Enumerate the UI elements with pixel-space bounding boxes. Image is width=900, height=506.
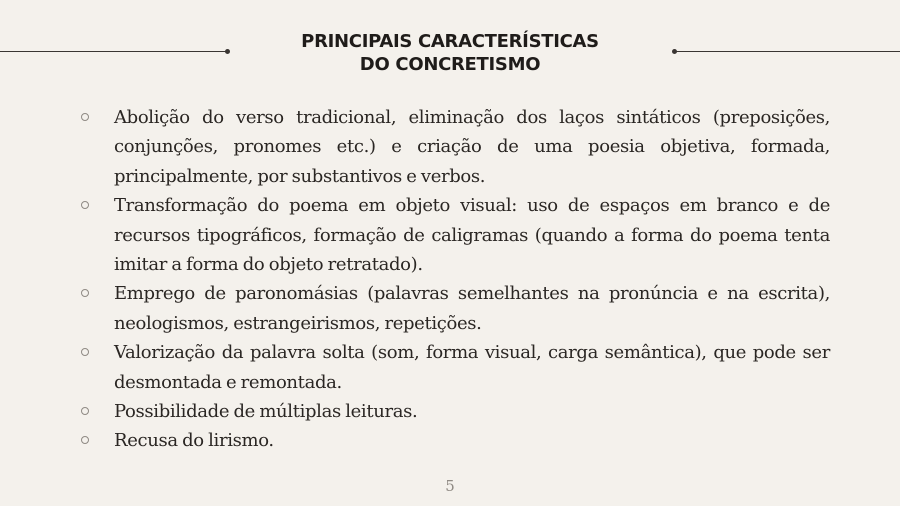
list-item-text: Valorização da palavra solta (som, forma visual, carga semântica), que pode ser desmontada e remontada. bbox=[114, 342, 830, 393]
slide-title bbox=[250, 30, 650, 76]
list-item-text: Transformação do poema em objeto visual: uso de espaços em branco e de recursos tipográficos, formação de caligramas (quando a forma do poema tenta imitar a forma do objeto retratado). bbox=[114, 195, 830, 276]
list-item bbox=[114, 103, 830, 191]
list-item bbox=[114, 338, 830, 397]
list-item bbox=[114, 191, 830, 279]
hollow-circle-bullet-icon bbox=[81, 407, 89, 415]
characteristics-list bbox=[114, 103, 830, 456]
list-item bbox=[114, 279, 830, 338]
hollow-circle-bullet-icon bbox=[81, 201, 89, 209]
list-item bbox=[114, 397, 830, 426]
title-rule-right bbox=[675, 51, 900, 52]
list-item bbox=[114, 426, 830, 455]
hollow-circle-bullet-icon bbox=[81, 113, 89, 121]
list-item-text: Possibilidade de múltiplas leituras. bbox=[114, 401, 418, 423]
list-item-text: Emprego de paronomásias (palavras semelhantes na pronúncia e na escrita), neologismos, estrangeirismos, repetições. bbox=[114, 283, 830, 334]
title-rule-left-dot bbox=[225, 49, 230, 54]
title-rule-right-dot bbox=[672, 49, 677, 54]
title-rule-left bbox=[0, 51, 227, 52]
hollow-circle-bullet-icon bbox=[81, 289, 89, 297]
slide-title-line-1: PRINCIPAIS CARACTERÍSTICAS bbox=[301, 31, 599, 52]
slide-title-line-2: DO CONCRETISMO bbox=[359, 54, 541, 75]
list-item-text: Recusa do lirismo. bbox=[114, 430, 274, 452]
hollow-circle-bullet-icon bbox=[81, 348, 89, 356]
page-number: 5 bbox=[445, 477, 455, 495]
hollow-circle-bullet-icon bbox=[81, 436, 89, 444]
list-item-text: Abolição do verso tradicional, eliminação dos laços sintáticos (preposições, conjunções, pronomes etc.) e criação de uma poesia objetiva, formada, principalmente, por substantivos e verbos. bbox=[114, 107, 830, 187]
